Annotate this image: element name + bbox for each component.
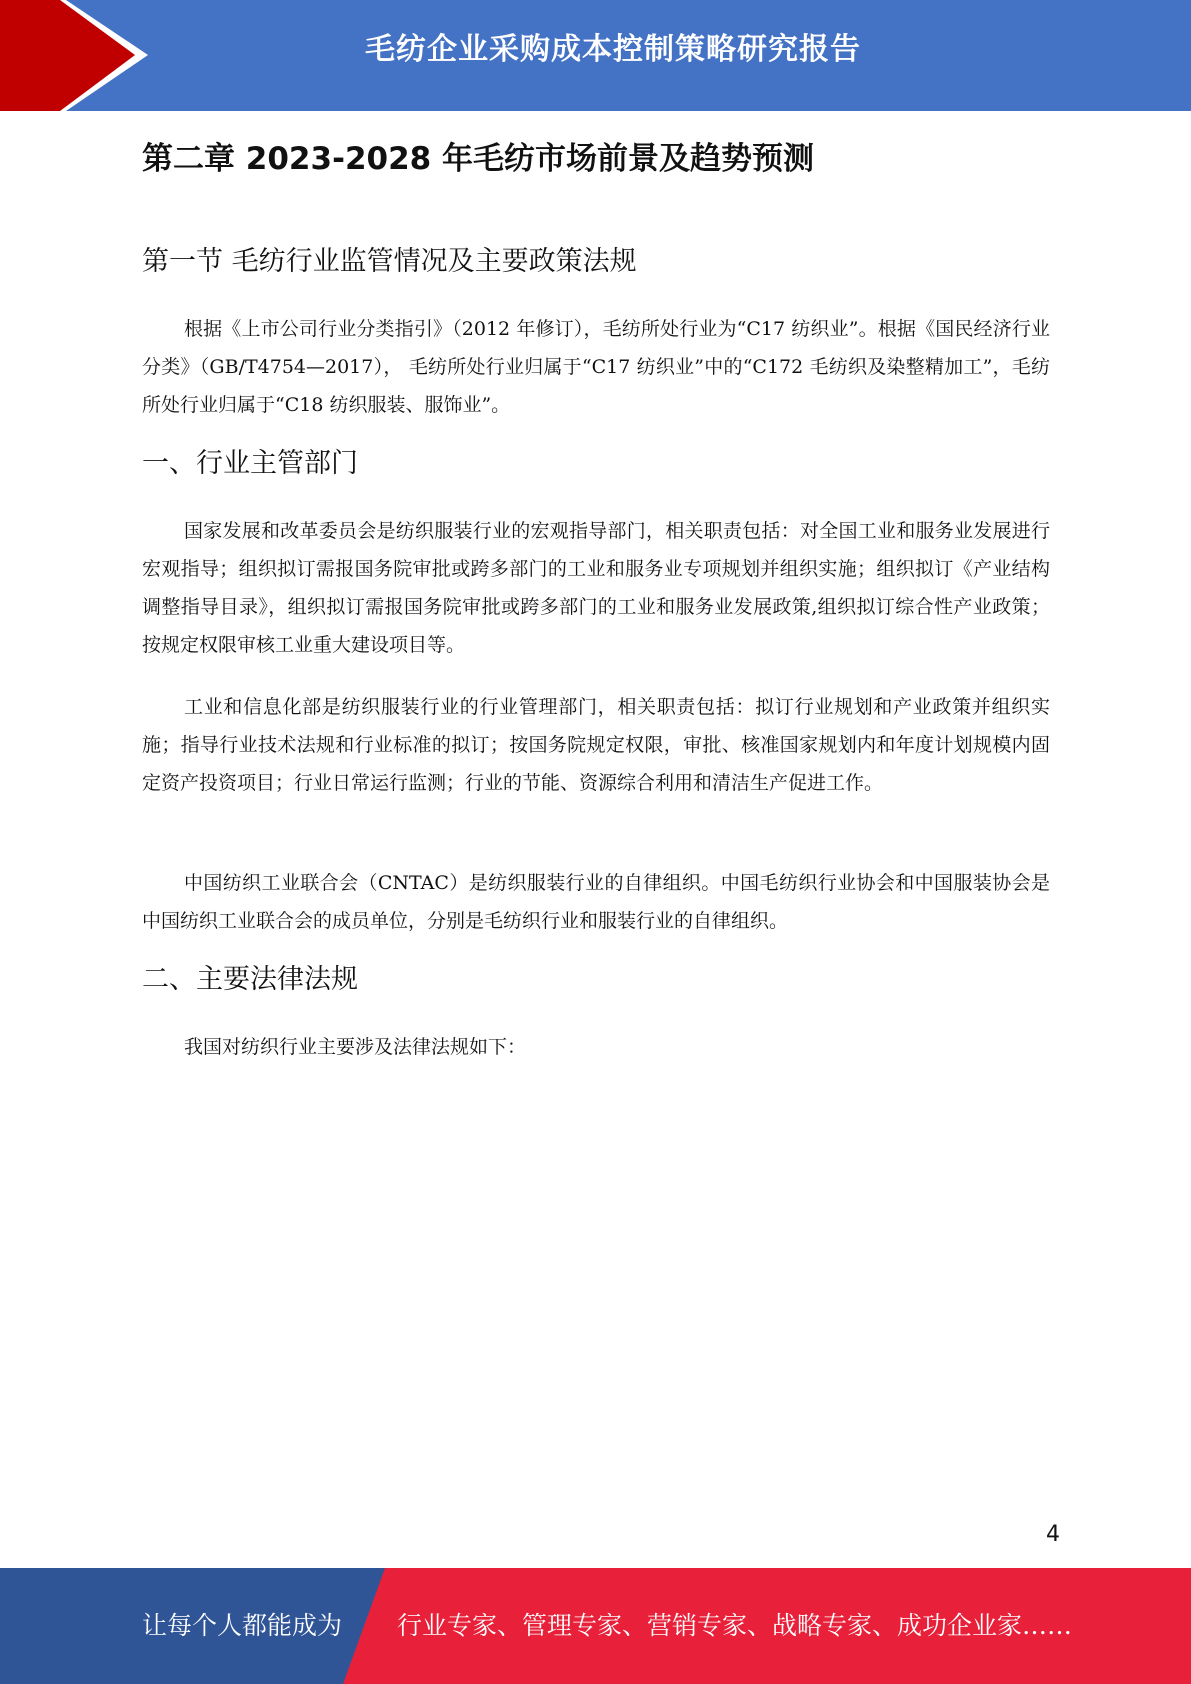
paragraph-industry-classification: 根据《上市公司行业分类指引》（2012 年修订），毛纺所处行业为“C17 纺织业”。根据《国民经济行业分类》（GB/T4754—2017）， 毛纺所处行业归属于“C17 纺织业”中的“C172 毛纺织及染整精加工”，毛纺所处行业归属于“C18 纺织服装、服饰业”。 bbox=[142, 318, 1050, 416]
page-number: 4 bbox=[1046, 1522, 1060, 1547]
header-banner bbox=[0, 0, 1191, 111]
report-title: 毛纺企业采购成本控制策略研究报告 bbox=[365, 32, 861, 67]
footer-banner bbox=[0, 1568, 1191, 1684]
footer-slogan-left: 让每个人都能成为 bbox=[142, 1611, 343, 1640]
subsection-title-laws: 二、主要法律法规 bbox=[142, 964, 358, 995]
chapter-title: 第二章 2023-2028 年毛纺市场前景及趋势预测 bbox=[142, 141, 815, 177]
paragraph-miit: 工业和信息化部是纺织服装行业的行业管理部门，相关职责包括：拟订行业规划和产业政策并组织实施；指导行业技术法规和行业标准的拟订；按国务院规定权限，审批、核准国家规划内和年度计划规模内固定资产投资项目；行业日常运行监测；行业的节能、资源综合利用和清洁生产促进工作。 bbox=[142, 696, 1050, 794]
section-title: 第一节 毛纺行业监管情况及主要政策法规 bbox=[142, 246, 637, 277]
footer-slogan-right: 行业专家、管理专家、营销专家、战略专家、成功企业家…… bbox=[397, 1611, 1073, 1640]
subsection-title-regulators: 一、行业主管部门 bbox=[142, 448, 358, 479]
paragraph-laws-intro: 我国对纺织行业主要涉及法律法规如下： bbox=[184, 1036, 527, 1058]
paragraph-cntac: 中国纺织工业联合会（CNTAC）是纺织服装行业的自律组织。中国毛纺织行业协会和中国服装协会是中国纺织工业联合会的成员单位，分别是毛纺织行业和服装行业的自律组织。 bbox=[142, 872, 1050, 932]
paragraph-ndrc: 国家发展和改革委员会是纺织服装行业的宏观指导部门，相关职责包括：对全国工业和服务业发展进行宏观指导；组织拟订需报国务院审批或跨多部门的工业和服务业专项规划并组织实施；组织拟订《产业结构调整指导目录》，组织拟订需报国务院审批或跨多部门的工业和服务业发展政策,组织拟订综合性产业政策；按规定权限审核工业重大建设项目等。 bbox=[142, 520, 1050, 656]
